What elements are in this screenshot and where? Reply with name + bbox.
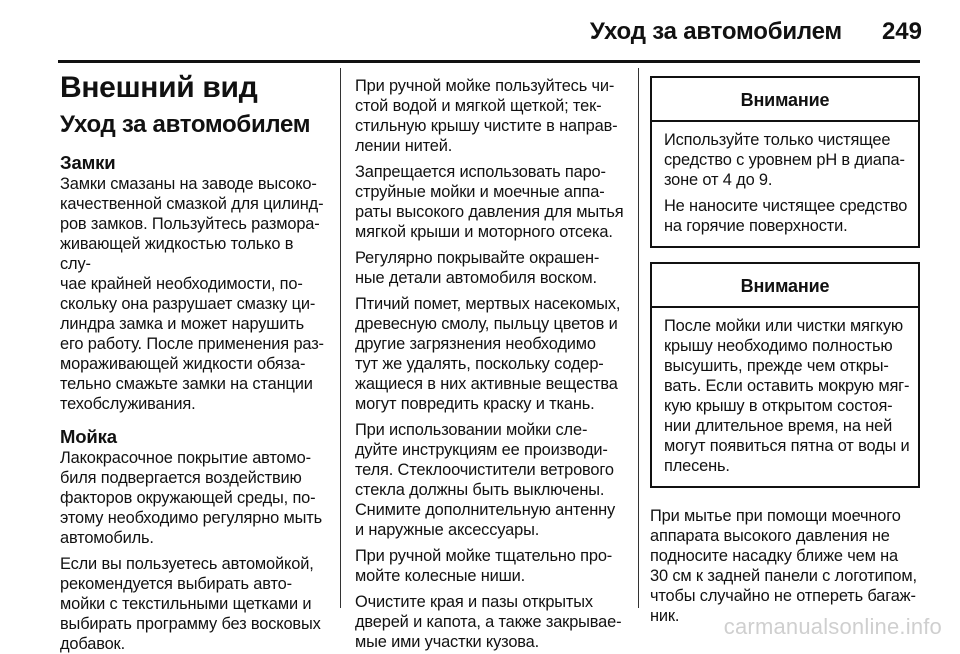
locks-heading: Замки	[60, 152, 116, 173]
warning-text: Используйте только чистящее средство с уровнем pH в диапа- зоне от 4 до 9.	[664, 131, 905, 189]
paragraph: Птичий помет, мертвых насекомых, древесную смолу, пыльцу цветов и другие загрязнения необходимо тут же удалять, поскольку содер- жащиеся в них активные вещества могут повредить краску и ткань.	[355, 295, 621, 413]
warning-text: После мойки или чистки мягкую крышу необходимо полностью высушить, прежде чем откры- вать. Если оставить мокрую мяг- кую крышу в открытом состоя- нии длительное время, на ней могут появиться пятна от воды и плесень.	[664, 317, 910, 475]
column-2	[355, 76, 627, 652]
paragraph: При ручной мойке тщательно про- мойте колесные ниши.	[355, 547, 613, 585]
warning-body	[652, 122, 918, 246]
warning-box	[650, 76, 920, 248]
warning-body	[652, 308, 918, 486]
column-1	[60, 70, 328, 654]
paragraph: При мытье при помощи моечного аппарата высокого давления не подносите насадку ближе чем на 30 см к задней панели с логотипом, чтобы случайно не отпереть багаж- ник.	[650, 507, 917, 625]
watermark: carmanualsonline.info	[723, 614, 942, 639]
paragraph: При использовании мойки сле- дуйте инструкциям ее производи- теля. Стеклоочистители ветрового стекла должны быть выключены. Снимите дополнительную антенну и наружные аксессуары.	[355, 421, 616, 539]
column-divider	[638, 68, 639, 608]
warning-title: Внимание	[652, 264, 918, 308]
paragraph: Регулярно покрывайте окрашен- ные детали автомобиля воском.	[355, 249, 600, 287]
paragraph: При ручной мойке пользуйтесь чи- стой водой и мягкой щеткой; тек- стильную крышу чистите в направ- лении нитей.	[355, 77, 618, 155]
warning-text: Не наносите чистящее средство на горячие поверхности.	[664, 197, 908, 235]
running-title: Уход за автомобилем	[589, 18, 842, 45]
page-title: Внешний вид	[60, 71, 258, 104]
column-divider	[340, 68, 341, 608]
washing-text-1: Лакокрасочное покрытие автомо- биля подвергается воздействию факторов окружающей среды, по- этому необходимо регулярно мыть автомобиль.	[60, 449, 322, 547]
warning-box	[650, 262, 920, 488]
column-3	[650, 76, 920, 626]
washing-text-2: Если вы пользуетесь автомойкой, рекомендуется выбирать авто- мойки с текстильными щетками и выбирать программу без восковых добавок.	[60, 555, 321, 653]
warning-title: Внимание	[652, 78, 918, 122]
section-title: Уход за автомобилем	[60, 111, 311, 138]
locks-text: Замки смазаны на заводе высоко- качественной смазкой для цилинд- ров замков. Пользуйтесь размора- живающей жидкостью только в слу- чае крайней необходимости, по- скольку она разрушает смазку ци- линдра замка и может нарушить его работу. После применения раз- мораживающей жидкости обяза- тельно смажьте замки на станции техобслуживания.	[60, 175, 324, 413]
paragraph: Запрещается использовать паро- струйные мойки и моечные аппа- раты высокого давления для мытья мягкой крыши и моторного отсека.	[355, 163, 624, 241]
washing-heading: Мойка	[60, 426, 117, 447]
header-rule	[58, 60, 920, 63]
running-header	[0, 12, 960, 52]
paragraph: Очистите края и пазы открытых дверей и капота, а также закрывае- мые ими участки кузова.	[355, 593, 622, 651]
page-number: 249	[881, 18, 922, 45]
